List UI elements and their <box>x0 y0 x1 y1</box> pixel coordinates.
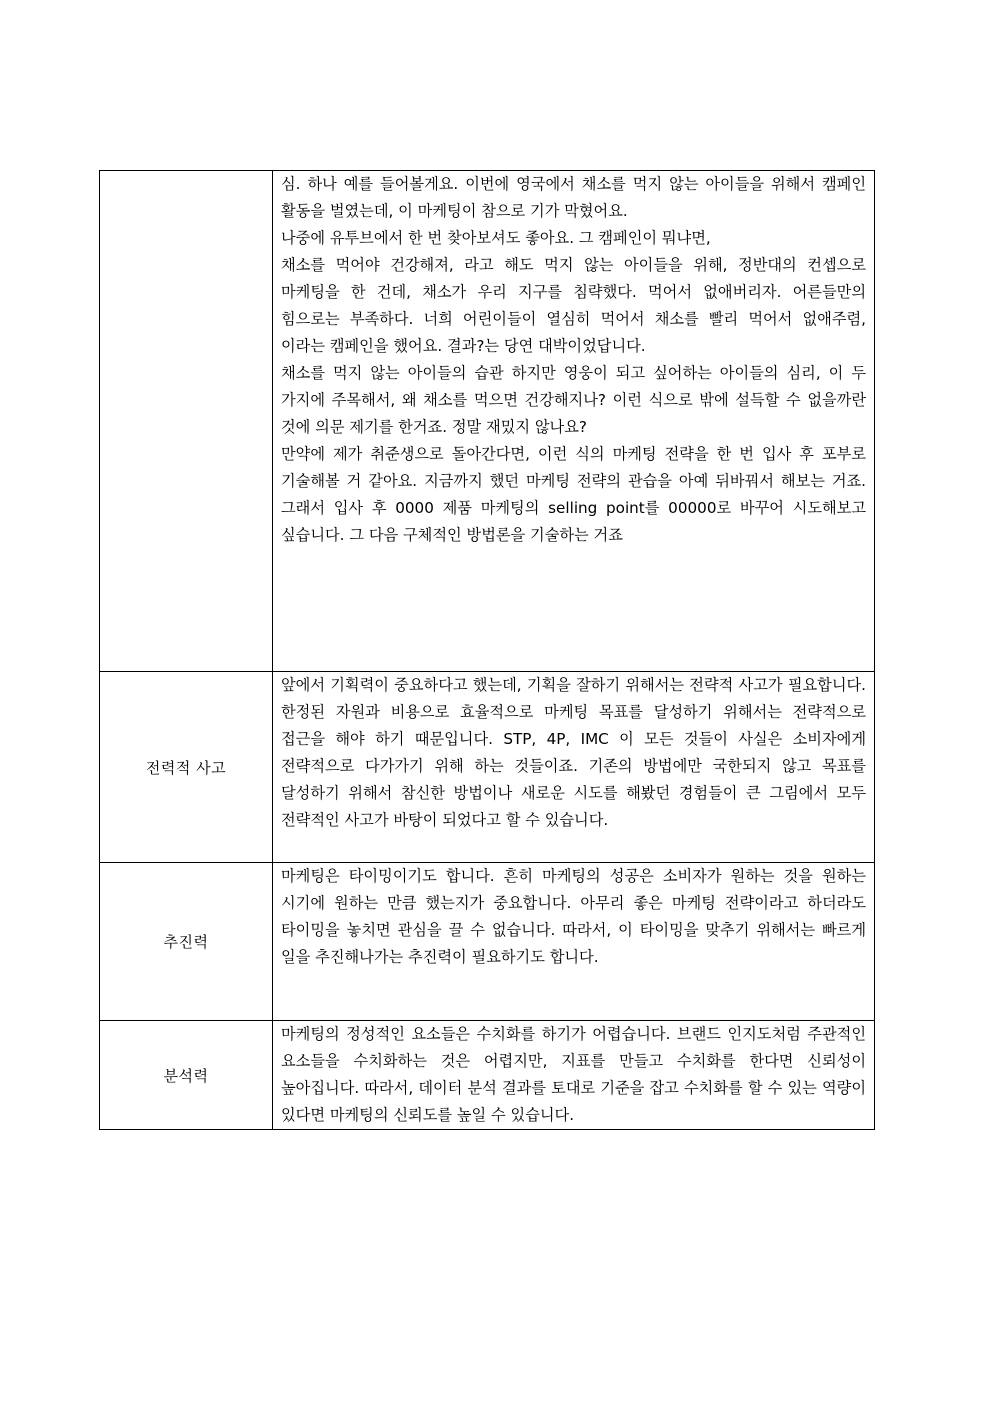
paragraph: 앞에서 기획력이 중요하다고 했는데, 기획을 잘하기 위해서는 전략적 사고가 필요합니다. 한정된 자원과 비용으로 효율적으로 마케팅 목표를 달성하기 위해서는 전략적으로 접근을 해야 하기 때문입니다. STP, 4P, IMC 이 모든 것들이 사실은 소비자에게 전략적으로 다가가기 위해 하는 것들이죠. 기존의 방법에만 국한되지 않고 목표를 달성하기 위해서 참신한 방법이나 새로운 시도를 해봤던 경험들이 큰 그림에서 모두 전략적인 사고가 바탕이 되었다고 할 수 있습니다. <box>281 676 866 829</box>
paragraph: 심. 하나 예를 들어볼게요. 이번에 영국에서 채소를 먹지 않는 아이들을 위해서 캠페인 활동을 벌였는데, 이 마케팅이 참으로 기가 막혔어요. <box>281 175 866 220</box>
paragraph: 마케팅의 정성적인 요소들은 수치화를 하기가 어렵습니다. 브랜드 인지도처럼 주관적인 요소들을 수치화하는 것은 어렵지만, 지표를 만들고 수치화를 한다면 신뢰성이 높아집니다. 따라서, 데이터 분석 결과를 토대로 기준을 잡고 수치화를 할 수 있는 역량이 있다면 마케팅의 신뢰도를 높일 수 있습니다. <box>281 1025 866 1124</box>
row-label <box>100 171 273 672</box>
paragraph: 채소를 먹지 않는 아이들의 습관 하지만 영웅이 되고 싶어하는 아이들의 심리, 이 두 가지에 주목해서, 왜 채소를 먹으면 건강해지나? 이런 식으로 밖에 설득할 수 없을까란 것에 의문 제기를 한거죠. 정말 재밌지 않나요? <box>281 364 866 436</box>
table-row <box>100 171 875 672</box>
paragraph: 나중에 유투브에서 한 번 찾아보셔도 좋아요. 그 캠페인이 뭐냐면, <box>281 229 711 247</box>
row-label: 추진력 <box>100 863 273 1021</box>
row-content <box>273 863 875 1021</box>
table-row <box>100 672 875 863</box>
row-label: 분석력 <box>100 1021 273 1130</box>
table-row <box>100 863 875 1021</box>
row-content <box>273 1021 875 1130</box>
paragraph: 마케팅은 타이밍이기도 합니다. 흔히 마케팅의 성공은 소비자가 원하는 것을 원하는 시기에 원하는 만큼 했는지가 중요합니다. 아무리 좋은 마케팅 전략이라고 하더라도 타이밍을 놓치면 관심을 끌 수 없습니다. 따라서, 이 타이밍을 맞추기 위해서는 빠르게 일을 추진해나가는 추진력이 필요하기도 합니다. <box>281 867 866 966</box>
row-label: 전력적 사고 <box>100 672 273 863</box>
row-content <box>273 171 875 672</box>
paragraph: 채소를 먹어야 건강해져, 라고 해도 먹지 않는 아이들을 위해, 정반대의 컨셉으로 마케팅을 한 건데, 채소가 우리 지구를 침략했다. 먹어서 없애버리자. 어른들만의 힘으로는 부족하다. 너희 어린이들이 열심히 먹어서 채소를 빨리 먹어서 없애주렴, 이라는 캠페인을 했어요. 결과?는 당연 대박이었답니다. <box>281 256 866 355</box>
paragraph: 만약에 제가 취준생으로 돌아간다면, 이런 식의 마케팅 전략을 한 번 입사 후 포부로 기술해볼 거 같아요. 지금까지 했던 마케팅 전략의 관습을 아예 뒤바꿔서 해보는 거죠. 그래서 입사 후 0000 제품 마케팅의 selling point를 00000로 바꾸어 시도해보고 싶습니다. 그 다음 구체적인 방법론을 기술하는 거죠 <box>281 445 866 544</box>
row-content <box>273 672 875 863</box>
competency-table <box>99 170 875 1130</box>
table-row <box>100 1021 875 1130</box>
